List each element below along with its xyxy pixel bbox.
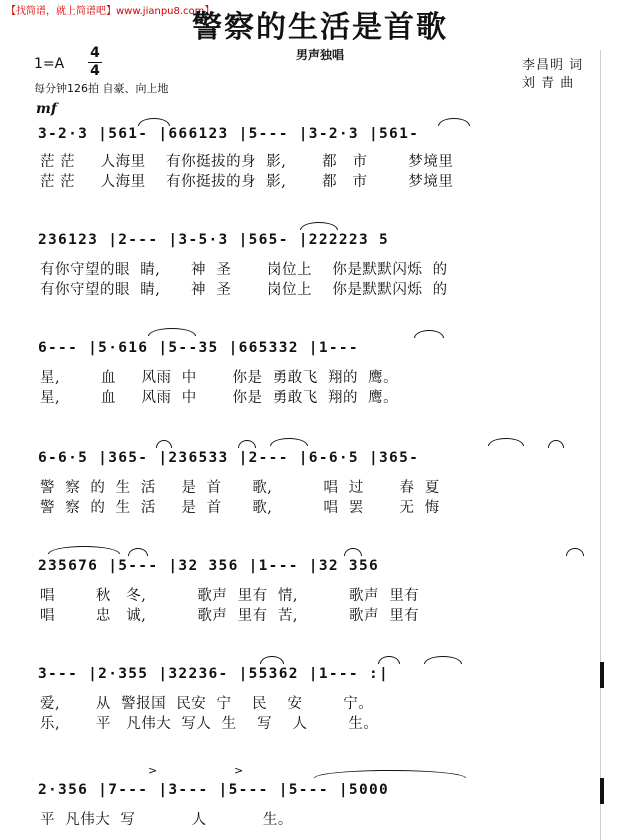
lyric-verse-1: 星, 血 风雨 中 你是 勇敢飞 翔的 鹰。 xyxy=(40,370,399,386)
tie-slur xyxy=(148,328,196,336)
notes-line-2: 236123 |2--- |3-5·3 |565- |222223 5 xyxy=(38,232,390,248)
tie-slur xyxy=(438,118,470,126)
key-signature: 1=A xyxy=(34,56,65,72)
lyric-verse-1: 有你守望的眼 睛, 神 圣 岗位上 你是默默闪烁 的 xyxy=(40,262,448,278)
lyric-verse-2: 乐, 平 凡伟大 写人 生 写 人 生。 xyxy=(40,716,379,732)
tie-slur xyxy=(238,440,256,448)
tempo-marking: 每分钟126拍 自豪、向上地 xyxy=(34,82,169,95)
repeat-end-barline xyxy=(600,662,604,688)
score-line-1 xyxy=(38,122,606,152)
lyric-verse-1: 爱, 从 警报国 民安 宁 民 安 宁。 xyxy=(40,696,374,712)
tie-slur xyxy=(156,440,172,448)
tie-slur xyxy=(344,548,362,556)
lyric-verse-1: 警 察 的 生 活 是 首 歌, 唱 过 春 夏 xyxy=(40,480,440,496)
lyric-verse-1: 茫 茫 人海里 有你挺拔的身 影, 都 市 梦境里 xyxy=(40,154,454,170)
tie-slur xyxy=(548,440,564,448)
time-signature xyxy=(88,46,102,79)
time-signature-bottom: 4 xyxy=(90,63,100,79)
tie-slur xyxy=(424,656,462,664)
accent-mark: > xyxy=(148,764,158,777)
notes-line-5: 235676 |5--- |32 356 |1--- |32 356 xyxy=(38,558,380,574)
lyric-verse-2: 有你守望的眼 睛, 神 圣 岗位上 你是默默闪烁 的 xyxy=(40,282,448,298)
notes-line-3: 6--- |5·616 |5--35 |665332 |1--- xyxy=(38,340,359,356)
notes-line-4: 6-6·5 |365- |236533 |2--- |6-6·5 |365- xyxy=(38,450,420,466)
tie-slur xyxy=(378,656,400,664)
tie-slur xyxy=(48,546,120,554)
accent-mark: > xyxy=(234,764,244,777)
performance-note: 男声独唱 xyxy=(295,48,344,62)
lyric-verse-2: 警 察 的 生 活 是 首 歌, 唱 罢 无 悔 xyxy=(40,500,440,516)
time-signature-top: 4 xyxy=(90,45,100,61)
lyric-verse-2: 星, 血 风雨 中 你是 勇敢飞 翔的 鹰。 xyxy=(40,390,399,406)
dynamic-marking: mf xyxy=(36,101,57,117)
score-line-7 xyxy=(38,764,606,808)
notes-line-1: 3-2·3 |561- |666123 |5--- |3-2·3 |561- xyxy=(38,126,420,142)
tie-slur xyxy=(300,222,338,230)
score-line-4 xyxy=(38,446,606,476)
lyric-verse-2: 唱 忠 诚, 歌声 里有 苦, 歌声 里有 xyxy=(40,608,420,624)
score-line-5 xyxy=(38,554,606,584)
tie-slur xyxy=(260,656,284,664)
notes-line-6: 3--- |2·355 |32236- |55362 |1--- :| xyxy=(38,666,390,682)
tie-slur xyxy=(270,438,308,446)
notes-line-7: 2·356 |7--- |3--- |5--- |5--- |5000 xyxy=(38,782,390,798)
tie-slur xyxy=(138,118,170,126)
tie-slur xyxy=(488,438,524,446)
final-barline xyxy=(600,778,604,804)
lyric-verse-1: 唱 秋 冬, 歌声 里有 情, 歌声 里有 xyxy=(40,588,420,604)
lyric-coda: 平 凡伟大 写 人 生。 xyxy=(40,812,293,828)
lyricist-credit: 李昌明 词 xyxy=(522,58,584,73)
lyric-verse-2: 茫 茫 人海里 有你挺拔的身 影, 都 市 梦境里 xyxy=(40,174,454,190)
tie-slur xyxy=(314,770,466,778)
score-line-2 xyxy=(38,228,606,258)
song-title: 警察的生活是首歌 xyxy=(192,10,448,45)
composer-credit: 刘 青 曲 xyxy=(522,76,575,91)
score-line-3 xyxy=(38,336,606,366)
tie-slur xyxy=(566,548,584,556)
score-line-6 xyxy=(38,662,606,692)
tie-slur xyxy=(414,330,444,338)
site-banner[interactable]: 【找简谱，就上简谱吧】www.jianpu8.com】 xyxy=(6,6,215,17)
tie-slur xyxy=(128,548,148,556)
page-border xyxy=(600,50,601,840)
